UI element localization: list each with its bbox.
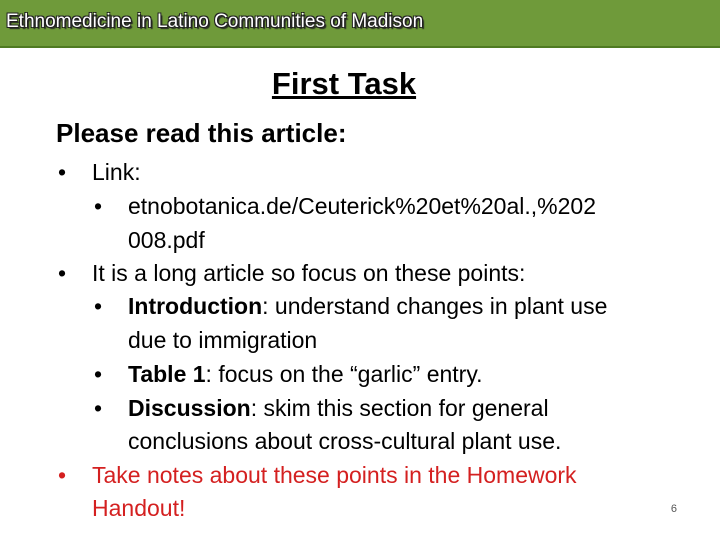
point-table1-label: Table 1	[128, 361, 206, 387]
slide-subtitle: Please read this article:	[56, 118, 347, 148]
point-discussion-label: Discussion	[128, 395, 251, 421]
slide-title	[0, 66, 720, 102]
notes-instruction-continued: Handout!	[92, 495, 186, 521]
point-introduction-text: : understand changes in plant use	[262, 293, 608, 319]
bullet-icon: •	[94, 193, 103, 219]
article-link[interactable]: etnobotanica.de/Ceuterick%20et%20al.,%202	[128, 193, 596, 219]
page-number: 6	[670, 503, 677, 515]
bullet-icon: •	[94, 395, 103, 421]
header-bar	[0, 0, 720, 48]
notes-instruction: Take notes about these points in the Homework	[92, 462, 577, 488]
point-discussion	[128, 397, 549, 420]
point-discussion-continued: conclusions about cross-cultural plant use.	[128, 428, 562, 454]
point-introduction-continued: due to immigration	[128, 327, 318, 353]
point-introduction-label: Introduction	[128, 293, 263, 319]
point-table1-text: : focus on the “garlic” entry.	[205, 361, 483, 387]
bullet-icon: •	[58, 462, 67, 488]
slide-title-text: First Task	[271, 66, 417, 101]
article-link-continued[interactable]: 008.pdf	[128, 227, 205, 253]
point-introduction	[128, 295, 607, 318]
header-title: Ethnomedicine in Latino Communities of Madison	[6, 11, 424, 32]
point-discussion-text: : skim this section for general	[250, 395, 549, 421]
focus-intro: It is a long article so focus on these points:	[92, 260, 526, 286]
link-label: Link:	[92, 159, 141, 185]
bullet-icon: •	[94, 293, 103, 319]
bullet-icon: •	[58, 159, 67, 185]
point-table1	[128, 363, 483, 386]
bullet-icon: •	[58, 260, 67, 286]
bullet-icon: •	[94, 361, 103, 387]
